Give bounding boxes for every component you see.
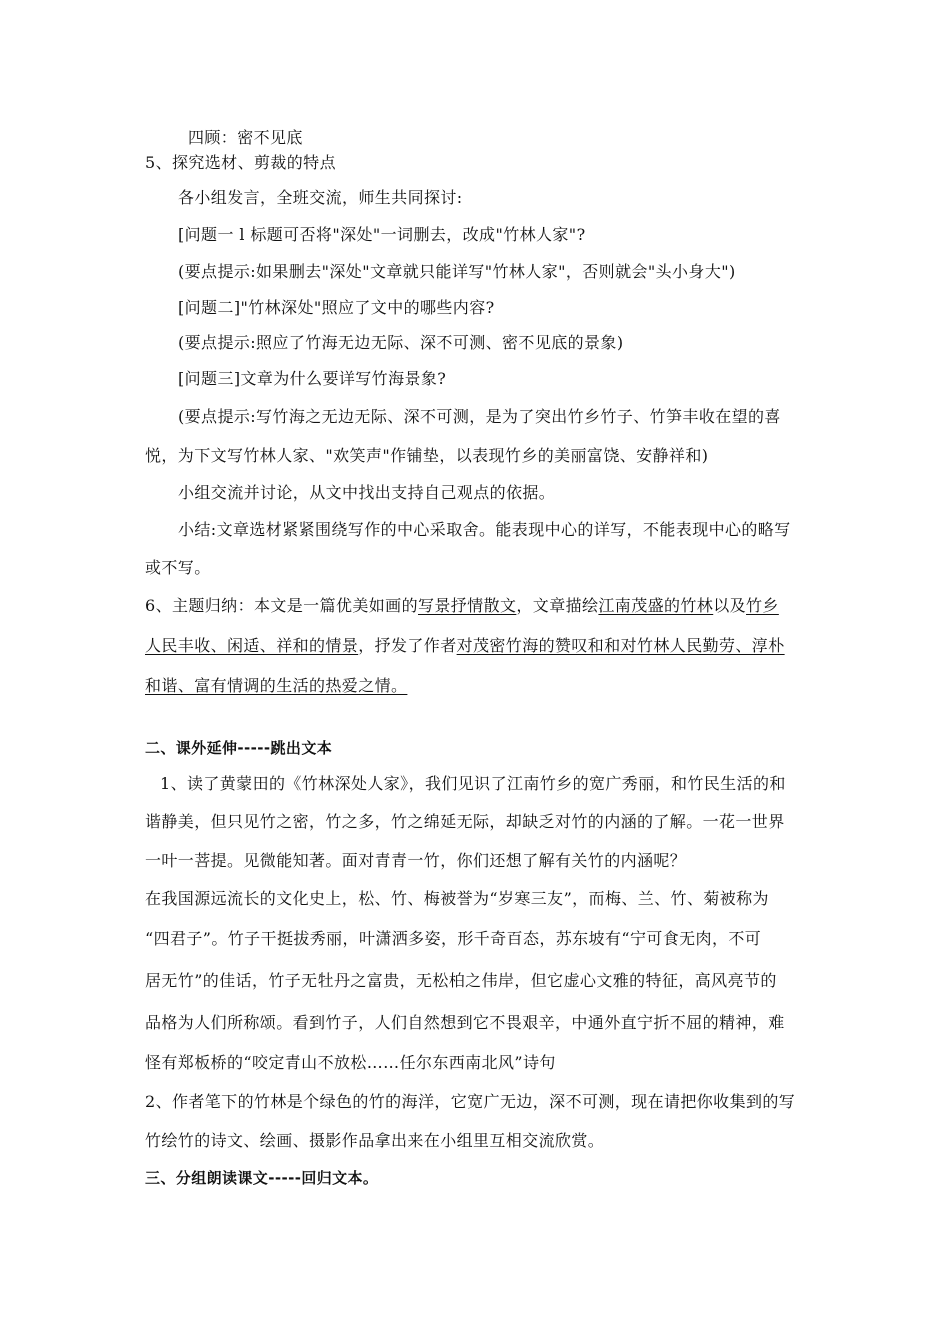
section-heading: 5、探究选材、剪裁的特点 <box>145 153 336 172</box>
text-line: 怪有郑板桥的“咬定青山不放松……任尔东西南北风”诗句 <box>145 1053 556 1072</box>
theme-line <box>145 596 779 616</box>
underlined-text: 对茂密竹海的赞叹和和对竹林人民勤劳、淳朴 <box>456 636 785 655</box>
summary-line: 小结:文章选材紧紧围绕写作的中心采取舍。能表现中心的详写，不能表现中心的略写 <box>178 520 791 539</box>
text-line: 1、读了黄蒙田的《竹林深处人家》，我们见识了江南竹乡的宽广秀丽，和竹民生活的和 <box>160 774 786 793</box>
text-line: 四顾：密不见底 <box>188 128 303 147</box>
text-line: 品格为人们所称颂。看到竹子，人们自然想到它不畏艰辛，中通外直宁折不屈的精神，难 <box>145 1013 785 1032</box>
text-line: 居无竹”的佳话，竹子无牡丹之富贵，无松柏之伟岸，但它虚心文雅的特征，高风亮节的 <box>145 971 777 990</box>
theme-line <box>145 676 407 696</box>
section-heading: 三、分组朗读课文-----回归文本。 <box>145 1169 379 1187</box>
hint-line: (要点提示:如果删去"深处"文章就只能详写"竹林人家"，否则就会"头小身大") <box>178 262 736 281</box>
text-line: 各小组发言，全班交流，师生共同探讨: <box>178 188 463 207</box>
text-line: “四君子”。竹子干挺拔秀丽，叶潇洒多姿，形千奇百态，苏东坡有“宁可食无肉，不可 <box>145 929 762 948</box>
question-line: [问题二]"竹林深处"照应了文中的哪些内容? <box>178 298 495 317</box>
hint-line: (要点提示:照应了竹海无边无际、深不可测、密不见底的景象) <box>178 333 624 352</box>
summary-line: 或不写。 <box>145 558 211 577</box>
text-line: 在我国源远流长的文化史上，松、竹、梅被誉为“岁寒三友”，而梅、兰、竹、菊被称为 <box>145 889 769 908</box>
section-heading: 二、课外延伸-----跳出文本 <box>145 739 333 757</box>
underlined-text: 写景抒情散文 <box>417 596 517 615</box>
underlined-text: 和谐、富有情调的生活的热爱之情。 <box>145 676 408 695</box>
text-line: 竹绘竹的诗文、绘画、摄影作品拿出来在小组里互相交流欣赏。 <box>145 1131 605 1150</box>
text-line: 小组交流并讨论，从文中找出支持自己观点的依据。 <box>178 483 556 502</box>
text-run: ，文章描绘 <box>516 596 599 615</box>
underlined-text: 江南茂盛的竹林 <box>598 596 714 615</box>
text-run: 以及 <box>713 596 747 615</box>
question-line: [问题三]文章为什么要详写竹海景象? <box>178 369 447 388</box>
text-run: 6、主题归纳：本文是一篇优美如画的 <box>145 596 418 615</box>
theme-line <box>145 636 785 656</box>
question-line: [问题一 l 标题可否将"深处"一词删去，改成"竹林人家"? <box>178 225 586 244</box>
underlined-text: 人民丰收、闲适、祥和的情景 <box>145 636 359 655</box>
text-line: 2、作者笔下的竹林是个绿色的竹的海洋，它宽广无边，深不可测，现在请把你收集到的写 <box>145 1092 796 1111</box>
text-line: 一叶一菩提。见微能知著。面对青青一竹，你们还想了解有关竹的内涵呢？ <box>145 851 687 870</box>
text-line: 谐静美，但只见竹之密，竹之多，竹之绵延无际，却缺乏对竹的内涵的了解。一花一世界 <box>145 812 785 831</box>
hint-line: (要点提示:写竹海之无边无际、深不可测，是为了突出竹乡竹子、竹笋丰收在望的喜 <box>178 407 781 426</box>
underlined-text: 竹乡 <box>746 596 779 615</box>
text-run: ，抒发了作者 <box>358 636 457 655</box>
hint-line: 悦，为下文写竹林人家、"欢笑声"作铺垫，以表现竹乡的美丽富饶、安静祥和) <box>145 446 709 465</box>
